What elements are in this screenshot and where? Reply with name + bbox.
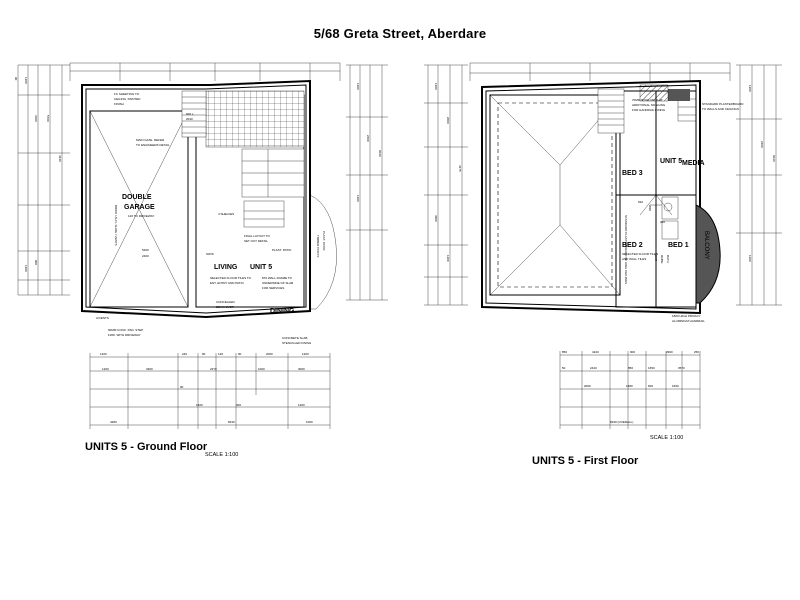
ground-left-dimension-ladder <box>18 65 70 295</box>
dim-text: 240 <box>182 352 188 356</box>
dim-text: 90 <box>202 352 206 356</box>
dim-text: 5700 <box>46 115 50 122</box>
note-fc-sheeting-2: CEILING, PAINTED <box>114 97 141 101</box>
dim-text: 2400 <box>366 135 370 142</box>
note-floor-tiles-2: ENT, ENTRY AND PATIO <box>210 281 244 285</box>
first-floor-scale: SCALE 1:100 <box>650 435 684 441</box>
dim-text: 1200 <box>446 255 450 262</box>
note-door-size: 600 x <box>186 112 194 116</box>
dim-text: 4475 <box>458 165 462 172</box>
room-label-living: LIVING <box>214 264 238 271</box>
dim-text: 2000 <box>266 352 273 356</box>
dim-text: 4240 <box>592 350 599 354</box>
note-main-gate-2: TO ENGINEERS DETAIL <box>136 143 170 147</box>
note-stud-3: FOR HANDRAIL FIXING <box>632 108 666 112</box>
ground-floor-caption: UNITS 5 - Ground Floor <box>85 441 208 453</box>
note-handrail: 1800 HIGH PRIVACY <box>672 314 701 318</box>
room-label-bed3: BED 3 <box>622 170 643 177</box>
note-conc-pad-2: FWD. WITH DRIVEWAY <box>108 333 141 337</box>
dim-text: 850 <box>562 350 568 354</box>
dim-text: 1200 <box>748 255 752 262</box>
garage-side-note: BRICK / ALFI. SLIDE / VENTS <box>114 205 118 246</box>
note-conc-pad: 90MM CONC. PAD. STEP <box>108 328 144 332</box>
dim-text: 1200 <box>24 77 28 84</box>
first-floor-plan <box>410 55 800 485</box>
dim-text: 1200 <box>356 83 360 90</box>
dim-text: 6030 <box>378 150 382 157</box>
note-main-gate: MAIN GATE. REFER <box>136 138 165 142</box>
dim-text: 1580 <box>626 384 633 388</box>
label-bath: BATH <box>666 255 670 263</box>
label-robe: ROBE <box>660 255 664 264</box>
dim-text: 2000 <box>584 384 591 388</box>
room-label-unit5: UNIT 5 <box>660 158 683 165</box>
dim-text: 3300 <box>146 367 153 371</box>
note-avents: A/VENTS <box>96 316 109 320</box>
note-post: PLAST. PATIO <box>272 248 292 252</box>
note-door-size-2: 2040 <box>186 117 193 121</box>
dim-text: 8230 (OVERALL) <box>610 420 634 424</box>
note-fc-sheeting-3: FINISH <box>114 102 124 106</box>
dim-text: 1600 <box>672 384 679 388</box>
room-label-dining: DINING <box>270 308 295 315</box>
dim-text: 2000 <box>446 117 450 124</box>
note-plaster: STANDARD PLASTERBOARD <box>702 102 744 106</box>
dim-text: 300 <box>236 403 242 407</box>
room-label-unit5: UNIT 5 <box>250 264 273 271</box>
dim-text: 90 <box>180 385 184 389</box>
dim-text: 4440 <box>58 155 62 162</box>
dim-text: 1200 <box>298 403 305 407</box>
dim-text: 1600 <box>196 403 203 407</box>
note-vertical-left: STANDARD PLASTERBOARD W/ HIGH CEILINGS <box>624 215 628 285</box>
garage-note: 120 TO DRIVEWAY <box>128 214 155 218</box>
first-top-dimension-ladder <box>470 63 730 81</box>
room-label-double-garage: DOUBLE <box>122 194 152 201</box>
first-left-dimension-ladder <box>424 65 468 305</box>
label-shr: SHR <box>654 255 658 262</box>
ground-bottom-dimensions <box>90 353 330 429</box>
garage-dim-2: 2400 <box>142 254 149 258</box>
room-label-bed1: BED 1 <box>668 242 689 249</box>
note-timber-post: TIMBER POSTS <box>316 235 320 258</box>
ceiling-grid <box>206 91 304 147</box>
dim-text: 1200 <box>100 352 107 356</box>
ground-top-dimension-ladder <box>70 63 340 81</box>
note-final-layout: FINAL LAYOUT TO <box>244 234 270 238</box>
dim-text: 1200 <box>434 83 438 90</box>
dim-text: 90 <box>238 352 242 356</box>
dim-text: 50 <box>562 366 566 370</box>
room-label-media: MEDIA <box>682 160 705 167</box>
dim-text: 600 <box>648 384 654 388</box>
dim-text: 120 <box>218 352 224 356</box>
note-stud: 70MM STUD ON FLAT, <box>632 98 664 102</box>
note-stud-2: ADDITIONAL NOGGING <box>632 103 666 107</box>
first-right-dimension-ladder <box>736 65 782 305</box>
label-dim-320: 320 <box>660 220 666 224</box>
note-conc-slab-2: STENCILLED FINISH <box>282 341 312 345</box>
dim-text: 2370 <box>210 367 217 371</box>
dim-text: 1650 <box>648 366 655 370</box>
note-tiles: SELECTED FLOOR TILES <box>622 252 659 256</box>
note-tiles-2: AND WALL TILES <box>622 257 647 261</box>
note-beam-2: BEAM OVER <box>216 305 234 309</box>
dim-text: 4280 <box>110 420 117 424</box>
paving-hatch <box>310 195 337 309</box>
note-wall-frame-2: UNDERSIDE OF SLAB <box>262 281 294 285</box>
garage-dim: 5460 <box>142 248 149 252</box>
dim-text: 1200 <box>102 367 109 371</box>
note-shelves: 4 SHELVES <box>218 212 235 216</box>
dim-text: 1200 <box>24 265 28 272</box>
dim-text: 1200 <box>302 352 309 356</box>
room-label-double-garage-2: GARAGE <box>124 204 155 211</box>
dim-text: 900 <box>630 350 636 354</box>
dim-text: 900 <box>34 260 38 266</box>
note-conc-slab: CONCRETE SLAB <box>282 336 308 340</box>
note-final-layout-2: SET OUT DETAIL <box>244 239 269 243</box>
dim-text: 1200 <box>356 195 360 202</box>
ground-floor-scale: SCALE 1:100 <box>205 452 239 458</box>
dim-text: 850 <box>628 366 634 370</box>
dim-text: 2400 <box>760 141 764 148</box>
note-fc-sheeting: FC SHEETING TO <box>114 92 140 96</box>
label-wir: WIR <box>648 205 652 211</box>
ground-right-dimension-ladder <box>346 65 388 300</box>
label-dim-620: 620 <box>638 200 644 204</box>
dim-text: 3300 <box>34 115 38 122</box>
room-label-bed2: BED 2 <box>622 242 643 249</box>
note-floor-tiles: SELECTED FLOOR TILES TO <box>210 276 252 280</box>
dim-text: 2440 <box>590 366 597 370</box>
dim-text: 3570 <box>678 366 685 370</box>
note-wall-frame-3: FOR SERVICES <box>262 286 285 290</box>
note-wall-frame: 870 WALL FRAME TO <box>262 276 293 280</box>
first-bottom-dimensions <box>560 351 700 429</box>
first-floor-caption: UNITS 5 - First Floor <box>532 455 639 467</box>
page-title: 5/68 Greta Street, Aberdare <box>313 26 487 41</box>
note-beam: CONCEALED <box>216 300 235 304</box>
note-handrail-2: ALUMINIUM HANDRAIL <box>672 319 705 323</box>
dim-text: 1000 <box>258 367 265 371</box>
dim-text: 1000 <box>306 420 313 424</box>
dim-text: 3800 <box>434 215 438 222</box>
dim-text: 2900 <box>666 350 673 354</box>
dim-text: 3000 <box>298 367 305 371</box>
dim-text: 1200 <box>748 85 752 92</box>
ac-unit <box>668 89 690 101</box>
stair-run-first <box>598 89 624 133</box>
dim-text: 250 <box>694 350 700 354</box>
note-plast: PLAST. PATIO <box>322 231 326 251</box>
dim-text: 90 <box>14 77 18 81</box>
dim-text: 6030 <box>772 155 776 162</box>
dim-text: 8230 <box>228 420 235 424</box>
room-label-balcony: BALCONY <box>703 231 709 260</box>
note-plaster-2: TO WALLS AND CEILINGS <box>702 107 739 111</box>
ground-floor-plan <box>10 55 400 475</box>
note-svs: SW/S <box>206 252 214 256</box>
